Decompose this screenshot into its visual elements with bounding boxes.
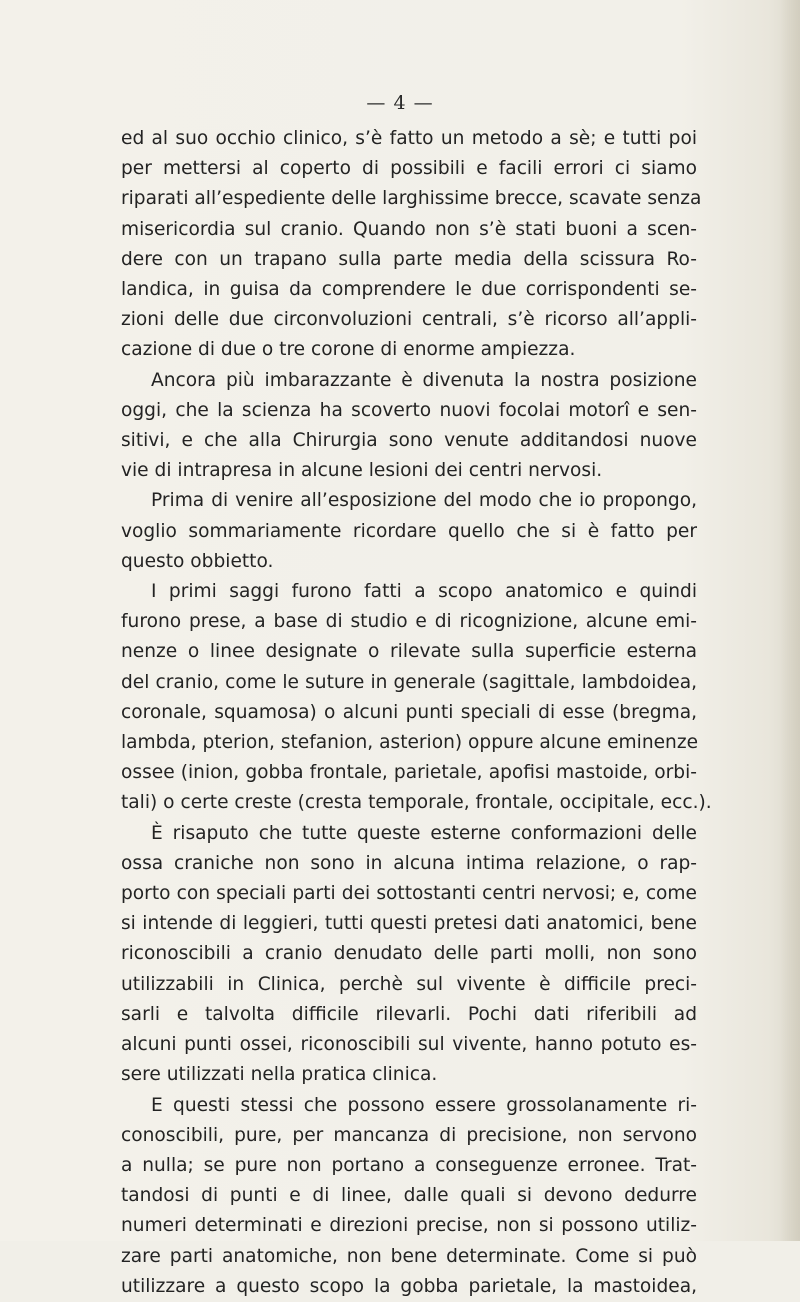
text-line: questo obbietto. (121, 550, 274, 572)
text-line: alcuni punti ossei, riconoscibili sul vivente, hanno potuto es- (121, 1034, 697, 1056)
text-line: tali) o certe creste (cresta temporale, frontale, occipitale, ecc.). (121, 792, 712, 814)
page-number: — 4 — (366, 92, 434, 114)
text-line: zare parti anatomiche, non bene determinate. Come si può (121, 1245, 697, 1267)
text-line: Prima di venire all’esposizione del modo che io propongo, (151, 490, 697, 512)
text-line: landica, in guisa da comprendere le due corrispondenti se- (121, 279, 697, 301)
text-line: oggi, che la scienza ha scoverto nuovi focolai motorî e sen- (121, 399, 697, 421)
text-line: ossa craniche non sono in alcuna intima relazione, o rap- (121, 852, 697, 874)
text-line: utilizzabili in Clinica, perchè sul vivente è difficile preci- (121, 973, 697, 995)
text-line: vie di intrapresa in alcune lesioni dei centri nervosi. (121, 460, 603, 482)
text-line: sarli e talvolta difficile rilevarli. Pochi dati riferibili ad (121, 1003, 697, 1025)
text-line: del cranio, come le suture in generale (sagittale, lambdoidea, (121, 671, 697, 693)
text-line: cazione di due o tre corone di enorme ampiezza. (121, 339, 576, 361)
text-line: riparati all’espediente delle larghissime brecce, scavate senza (121, 188, 702, 210)
text-line: ossee (inion, gobba frontale, parietale, apofisi mastoide, orbi- (121, 762, 697, 784)
page-edge-shadow (780, 0, 800, 1241)
text-line: tandosi di punti e di linee, dalle quali si devono dedurre (121, 1185, 697, 1207)
text-line: nenze o linee designate o rilevate sulla superficie esterna (121, 641, 697, 663)
text-line: porto con speciali parti dei sottostanti centri nervosi; e, come (121, 883, 697, 905)
text-line: a nulla; se pure non portano a conseguenze erronee. Trat- (121, 1154, 697, 1176)
text-line: sere utilizzati nella pratica clinica. (121, 1064, 438, 1086)
text-line: zioni delle due circonvoluzioni centrali, s’è ricorso all’appli- (121, 309, 697, 331)
text-line: È risaputo che tutte queste esterne conformazioni delle (151, 822, 697, 844)
text-line: per mettersi al coperto di possibili e facili errori ci siamo (121, 158, 697, 180)
text-line: misericordia sul cranio. Quando non s’è stati buoni a scen- (121, 218, 697, 240)
text-line: riconoscibili a cranio denudato delle parti molli, non sono (121, 943, 697, 965)
text-line: coronale, squamosa) o alcuni punti speciali di esse (bregma, (121, 701, 697, 723)
body-text (121, 124, 712, 1302)
text-line: E questi stessi che possono essere grossolanamente ri- (151, 1094, 697, 1116)
text-line: conoscibili, pure, per mancanza di precisione, non servono (121, 1124, 697, 1146)
text-line: Ancora più imbarazzante è divenuta la nostra posizione (151, 369, 697, 391)
text-line: ed al suo occhio clinico, s’è fatto un metodo a sè; e tutti poi (121, 128, 697, 149)
text-line: sitivi, e che alla Chirurgia sono venute additandosi nuove (121, 430, 697, 452)
text-line: dere con un trapano sulla parte media della scissura Ro- (121, 248, 697, 270)
text-line: furono prese, a base di studio e di ricognizione, alcune emi- (121, 611, 697, 633)
text-line: lambda, pterion, stefanion, asterion) oppure alcune eminenze (121, 732, 699, 754)
text-line: si intende di leggieri, tutti questi pretesi dati anatomici, bene (121, 913, 697, 935)
text-line: utilizzare a questo scopo la gobba parietale, la mastoidea, (121, 1275, 697, 1297)
text-line: I primi saggi furono fatti a scopo anatomico e quindi (151, 581, 697, 603)
text-line: voglio sommariamente ricordare quello che si è fatto per (121, 520, 697, 542)
text-line: numeri determinati e direzioni precise, non si possono utiliz- (121, 1215, 697, 1237)
